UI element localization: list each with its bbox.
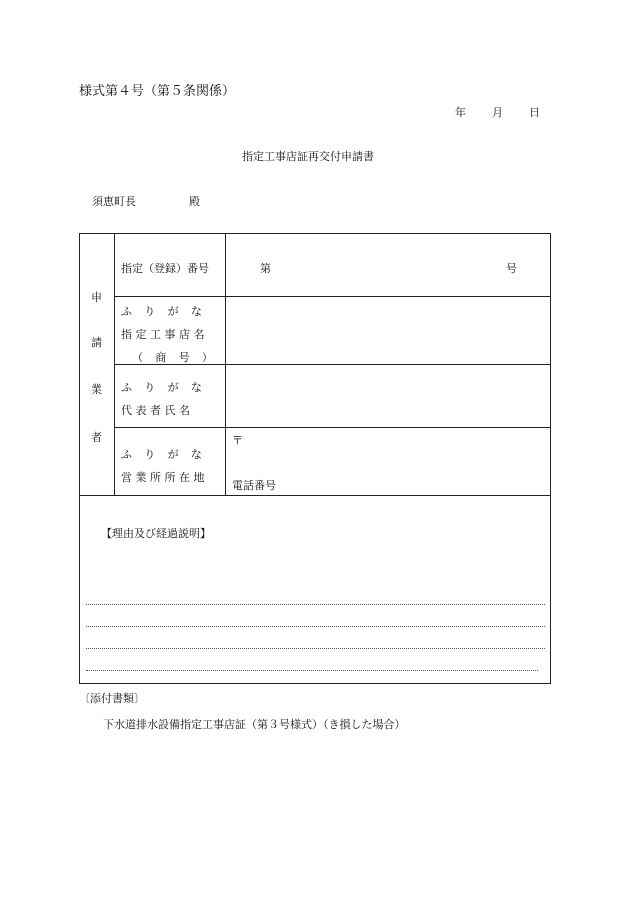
designation-number-field[interactable] [280, 248, 496, 282]
designation-number-label: 指定（登録）番号 [121, 262, 209, 275]
addressee-name: 須恵町長 [92, 195, 136, 208]
shop-name-label: 指 定 工 事 店 名 [121, 328, 205, 341]
shop-name-field[interactable] [230, 300, 546, 360]
shop-trade-label: （ 商 号 ） [132, 351, 218, 364]
date-year-label: 年 [455, 106, 466, 119]
postal-mark: 〒 [232, 434, 243, 447]
office-address-field[interactable] [250, 431, 546, 471]
addressee-honorific: 殿 [189, 195, 200, 208]
document-title: 指定工事店証再交付申請書 [242, 150, 374, 163]
designation-number-suffix: 号 [506, 262, 517, 275]
date-day-label: 日 [529, 106, 540, 119]
applicant-label-char: 請 [91, 336, 102, 349]
designation-number-prefix: 第 [260, 262, 271, 275]
applicant-label-char: 業 [91, 383, 102, 396]
applicant-label-char: 申 [91, 291, 102, 304]
form-number: 様式第４号（第５条関係） [79, 84, 236, 99]
row-divider [114, 427, 551, 428]
applicant-column-divider [114, 234, 115, 496]
rep-name-label: 代 表 者 氏 名 [121, 404, 190, 417]
date-month-label: 月 [492, 106, 503, 119]
shop-furigana-label: ふ り が な [121, 305, 207, 318]
reason-text-area[interactable] [86, 584, 545, 674]
phone-label: 電話番号 [232, 479, 276, 492]
section-divider [80, 495, 551, 496]
office-furigana-label: ふ り が な [121, 448, 207, 461]
rep-furigana-label: ふ り が な [121, 381, 207, 394]
row-divider [114, 296, 551, 297]
application-form [79, 233, 551, 684]
reason-heading: 【理由及び経過説明】 [101, 527, 211, 540]
attachments-heading: 〔添付書類〕 [79, 692, 145, 705]
applicant-label-char: 者 [91, 431, 102, 444]
office-address-label: 営 業 所 所 在 地 [121, 471, 205, 484]
label-column-divider [225, 234, 226, 496]
representative-name-field[interactable] [230, 368, 546, 423]
attachment-item: 下水道排水設備指定工事店証（第３号様式）（き損した場合） [103, 718, 406, 731]
